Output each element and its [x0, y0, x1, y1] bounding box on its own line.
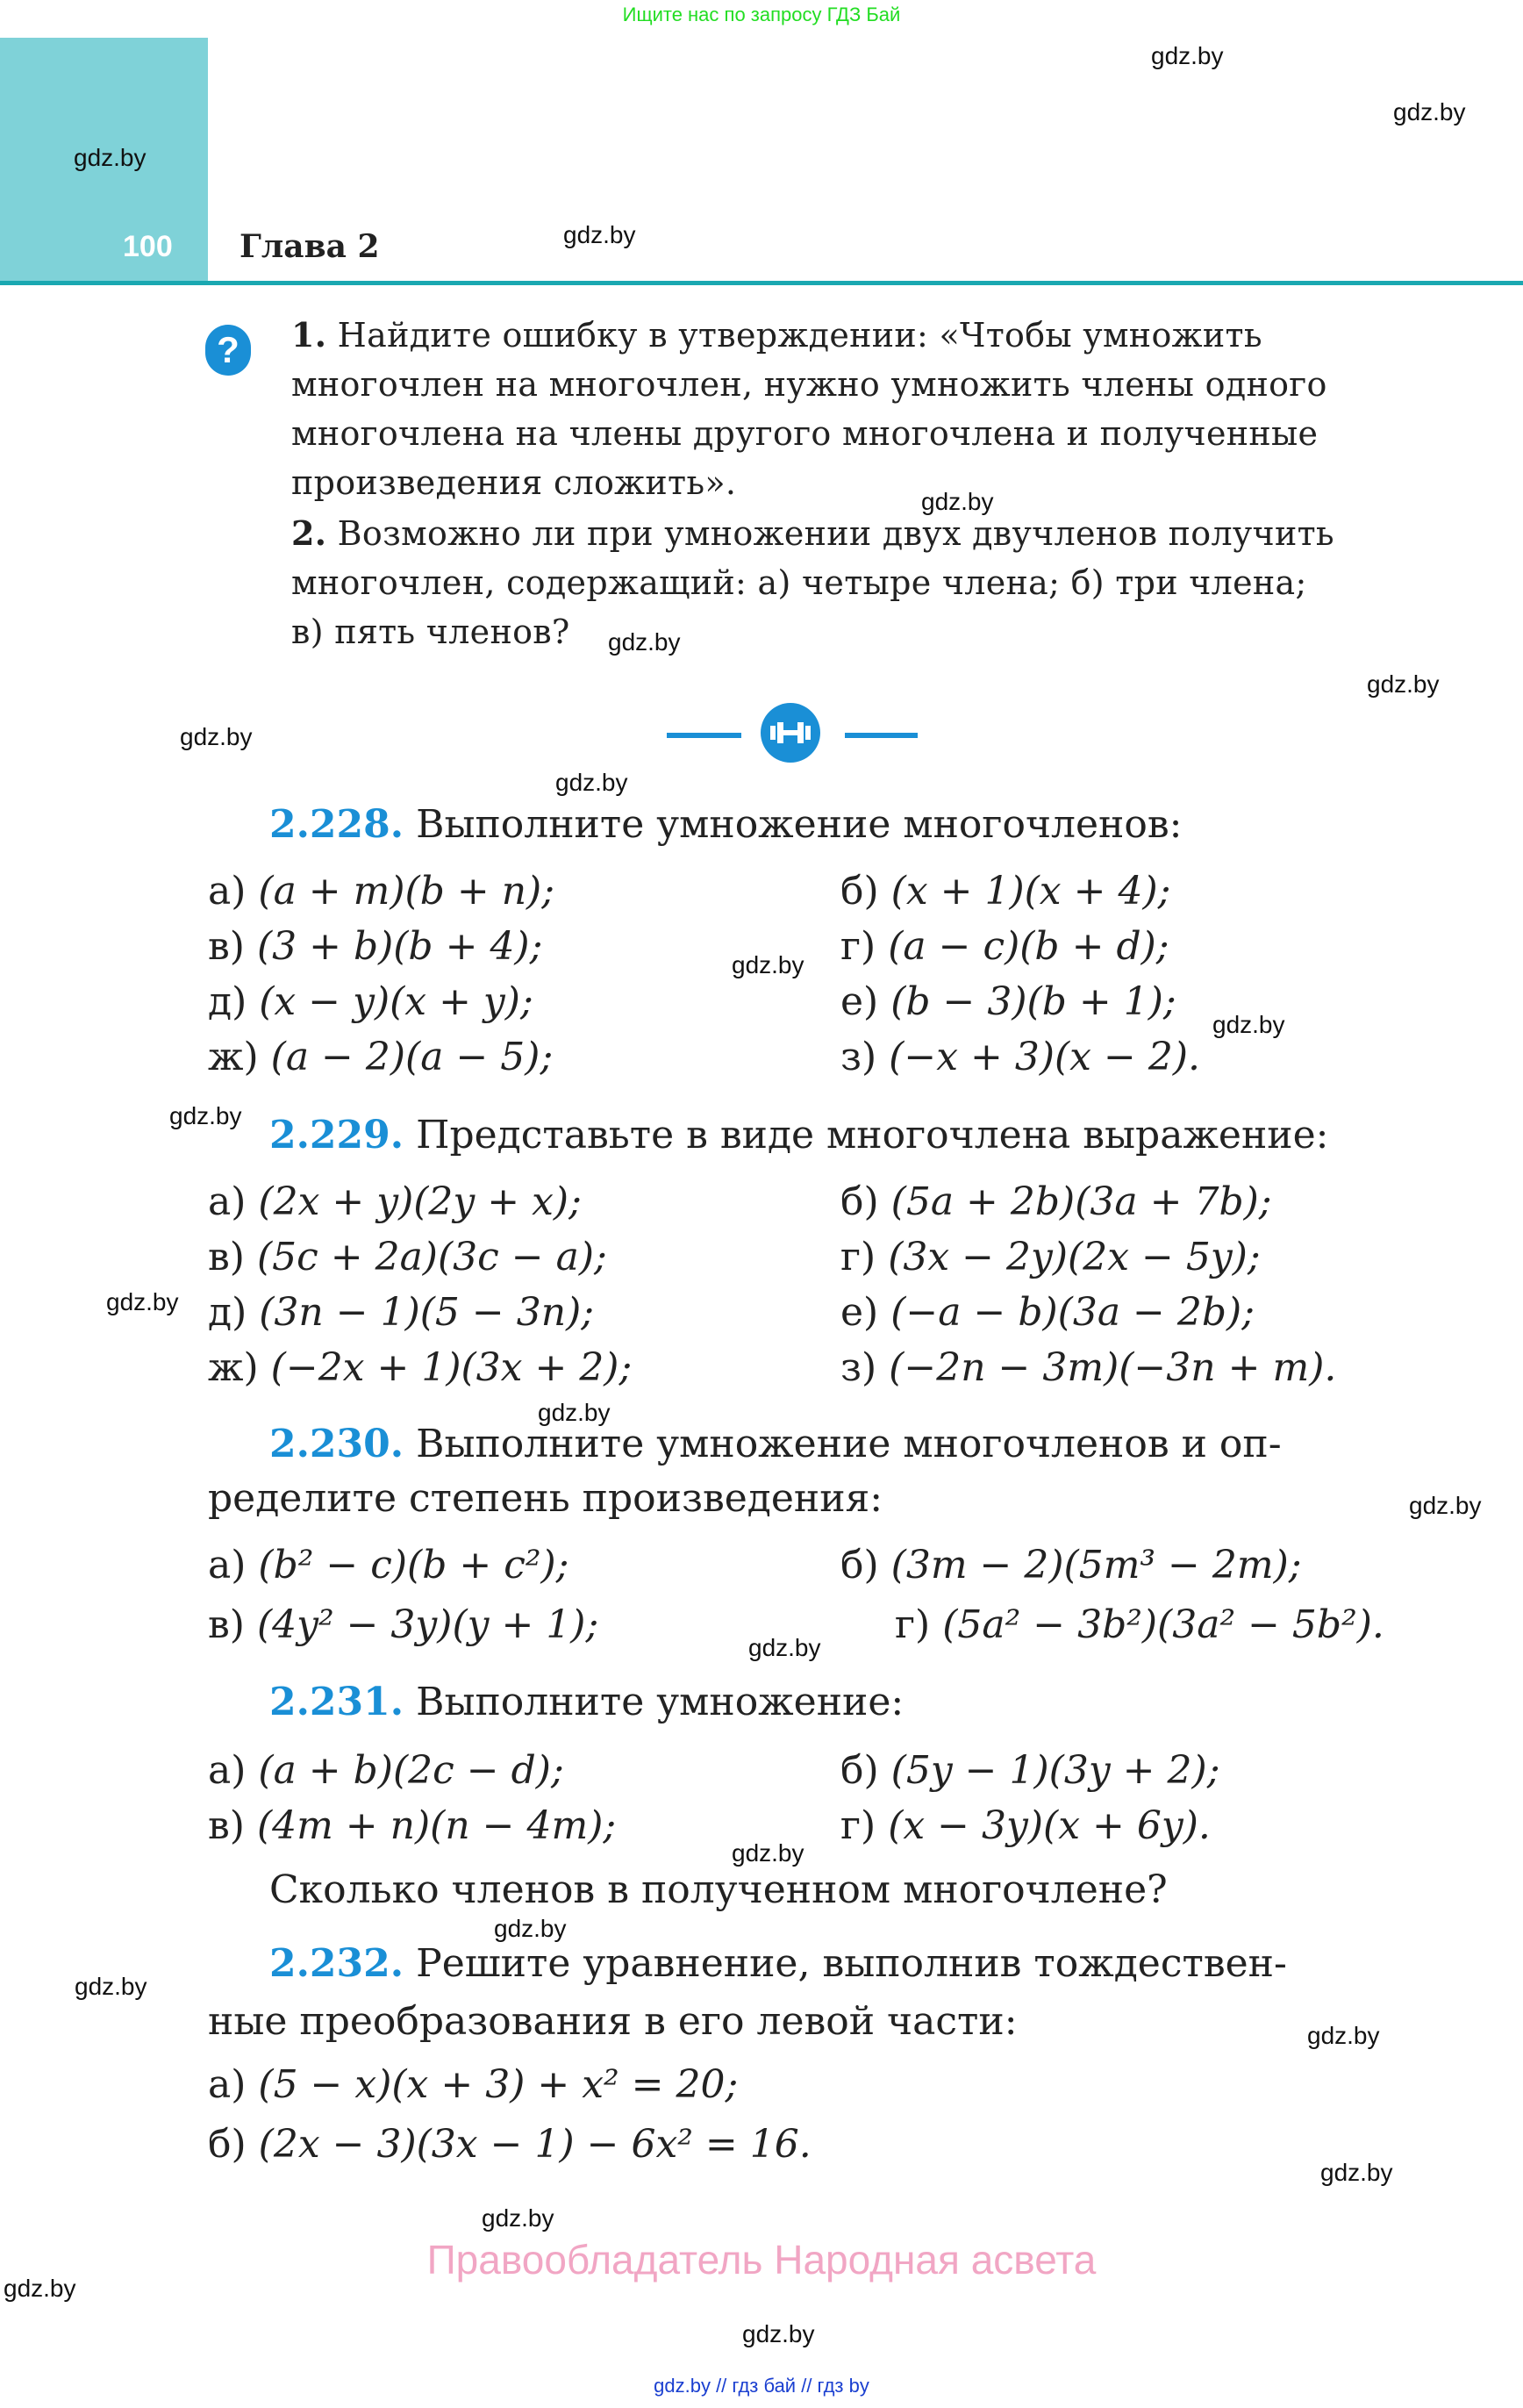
task-item: г) (5a² − 3b²)(3a² − 5b²). [895, 1602, 1384, 1647]
watermark: gdz.by [106, 1288, 179, 1315]
watermark: gdz.by [1307, 2022, 1380, 2049]
question-line: многочлена на члены другого многочлена и полученные [291, 414, 1319, 453]
watermark: gdz.by [1151, 42, 1224, 69]
task-item: б) (x + 1)(x + 4); [840, 869, 1171, 914]
task-item: а) (5 − x)(x + 3) + x² = 20; [208, 2062, 739, 2107]
task-followup: Сколько членов в полученном многочлене? [269, 1867, 1168, 1912]
question-line: в) пять членов? [291, 613, 570, 651]
question-line: Возможно ли при умножении двух двучленов получить [337, 514, 1334, 553]
footer-links[interactable]: gdz.by // гдз бай // гдз by [654, 2375, 869, 2397]
task-item: е) (b − 3)(b + 1); [840, 979, 1176, 1024]
task-item: б) (3m − 2)(5m³ − 2m); [840, 1543, 1302, 1587]
task-item: в) (4m + n)(n − 4m); [208, 1803, 617, 1848]
task-title: Выполните умножение многочленов: [416, 802, 1183, 847]
watermark: gdz.by [742, 2320, 815, 2347]
task-item: з) (−2n − 3m)(−3n + m). [840, 1345, 1337, 1390]
task-item: г) (x − 3y)(x + 6y). [840, 1803, 1211, 1848]
task-number: 2.229. [269, 1113, 404, 1157]
watermark: gdz.by [1212, 1011, 1285, 1038]
watermark: gdz.by [1409, 1492, 1482, 1519]
task-2-232-heading [269, 1941, 1287, 1986]
task-title-continued: ные преобразования в его левой части: [208, 1999, 1018, 2044]
page-number: 100 [123, 230, 173, 263]
task-number: 2.230. [269, 1422, 404, 1466]
question-number: 2. [291, 513, 327, 553]
task-item: г) (3x − 2y)(2x − 5y); [840, 1235, 1261, 1279]
watermark: gdz.by [482, 2204, 554, 2232]
divider-line-right [845, 733, 918, 738]
question-1 [291, 311, 1379, 507]
task-item: б) (5y − 1)(3y + 2); [840, 1748, 1220, 1793]
task-2-231-heading [269, 1680, 904, 1724]
watermark: gdz.by [732, 1839, 804, 1867]
watermark: gdz.by [555, 769, 628, 796]
task-title: Решите уравнение, выполнив тождествен- [416, 1941, 1287, 1986]
task-title: Представьте в виде многочлена выражение: [416, 1113, 1329, 1157]
task-2-228-heading [269, 802, 1182, 847]
task-item: а) (b² − c)(b + c²); [208, 1543, 569, 1587]
watermark: gdz.by [1367, 670, 1440, 698]
task-number: 2.232. [269, 1941, 404, 1986]
task-item: ж) (−2x + 1)(3x + 2); [208, 1345, 633, 1390]
task-title: Выполните умножение: [416, 1680, 905, 1724]
task-2-230-heading [269, 1422, 1282, 1466]
watermark: gdz.by [608, 628, 681, 656]
copyright-notice: Правообладатель Народная асвета [426, 2237, 1097, 2283]
top-banner: Ищите нас по запросу ГДЗ Бай [622, 4, 901, 25]
question-line: Найдите ошибку в утверждении: «Чтобы умножить [337, 316, 1262, 355]
task-item: ж) (a − 2)(a − 5); [208, 1035, 554, 1079]
task-item: д) (x − y)(x + y); [208, 979, 533, 1024]
task-item: з) (−x + 3)(x − 2). [840, 1035, 1200, 1079]
task-item: а) (a + m)(b + n); [208, 869, 555, 914]
watermark: gdz.by [494, 1915, 567, 1942]
watermark: gdz.by [4, 2275, 76, 2302]
question-line: произведения сложить». [291, 463, 737, 502]
task-item: а) (a + b)(2c − d); [208, 1748, 564, 1793]
question-number: 1. [291, 315, 327, 355]
watermark: gdz.by [732, 951, 804, 978]
task-item: е) (−a − b)(3a − 2b); [840, 1290, 1255, 1335]
watermark: gdz.by [75, 1973, 147, 2000]
task-item: в) (5c + 2a)(3c − a); [208, 1235, 607, 1279]
dumbbell-icon [761, 703, 820, 763]
watermark: gdz.by [1320, 2159, 1393, 2186]
chapter-title: Глава 2 [240, 228, 380, 265]
watermark: gdz.by [74, 144, 147, 171]
question-icon: ? [205, 325, 251, 376]
watermark: gdz.by [1393, 98, 1466, 125]
watermark: gdz.by [180, 723, 253, 750]
task-item: б) (2x − 3)(3x − 1) − 6x² = 16. [208, 2122, 812, 2167]
task-item: г) (a − c)(b + d); [840, 924, 1169, 969]
task-2-229-heading [269, 1113, 1329, 1157]
watermark: gdz.by [538, 1399, 611, 1426]
question-line: многочлен, содержащий: а) четыре члена; б) три члена; [291, 563, 1307, 602]
task-title: Выполните умножение многочленов и оп- [416, 1422, 1282, 1466]
watermark: gdz.by [563, 221, 636, 248]
watermark: gdz.by [748, 1634, 821, 1661]
task-title-continued: ределите степень произведения: [208, 1476, 883, 1521]
task-item: б) (5a + 2b)(3a + 7b); [840, 1179, 1272, 1224]
task-number: 2.228. [269, 802, 404, 847]
task-item: в) (3 + b)(b + 4); [208, 924, 543, 969]
question-2 [291, 509, 1379, 656]
divider-line-left [667, 733, 741, 738]
header-rule [0, 281, 1523, 285]
task-item: а) (2x + y)(2y + x); [208, 1179, 582, 1224]
task-item: д) (3n − 1)(5 − 3n); [208, 1290, 595, 1335]
task-item: в) (4y² − 3y)(y + 1); [208, 1602, 599, 1647]
watermark: gdz.by [169, 1102, 242, 1129]
task-number: 2.231. [269, 1680, 404, 1724]
watermark: gdz.by [921, 488, 994, 515]
question-line: многочлен на многочлен, нужно умножить члены одного [291, 365, 1327, 404]
